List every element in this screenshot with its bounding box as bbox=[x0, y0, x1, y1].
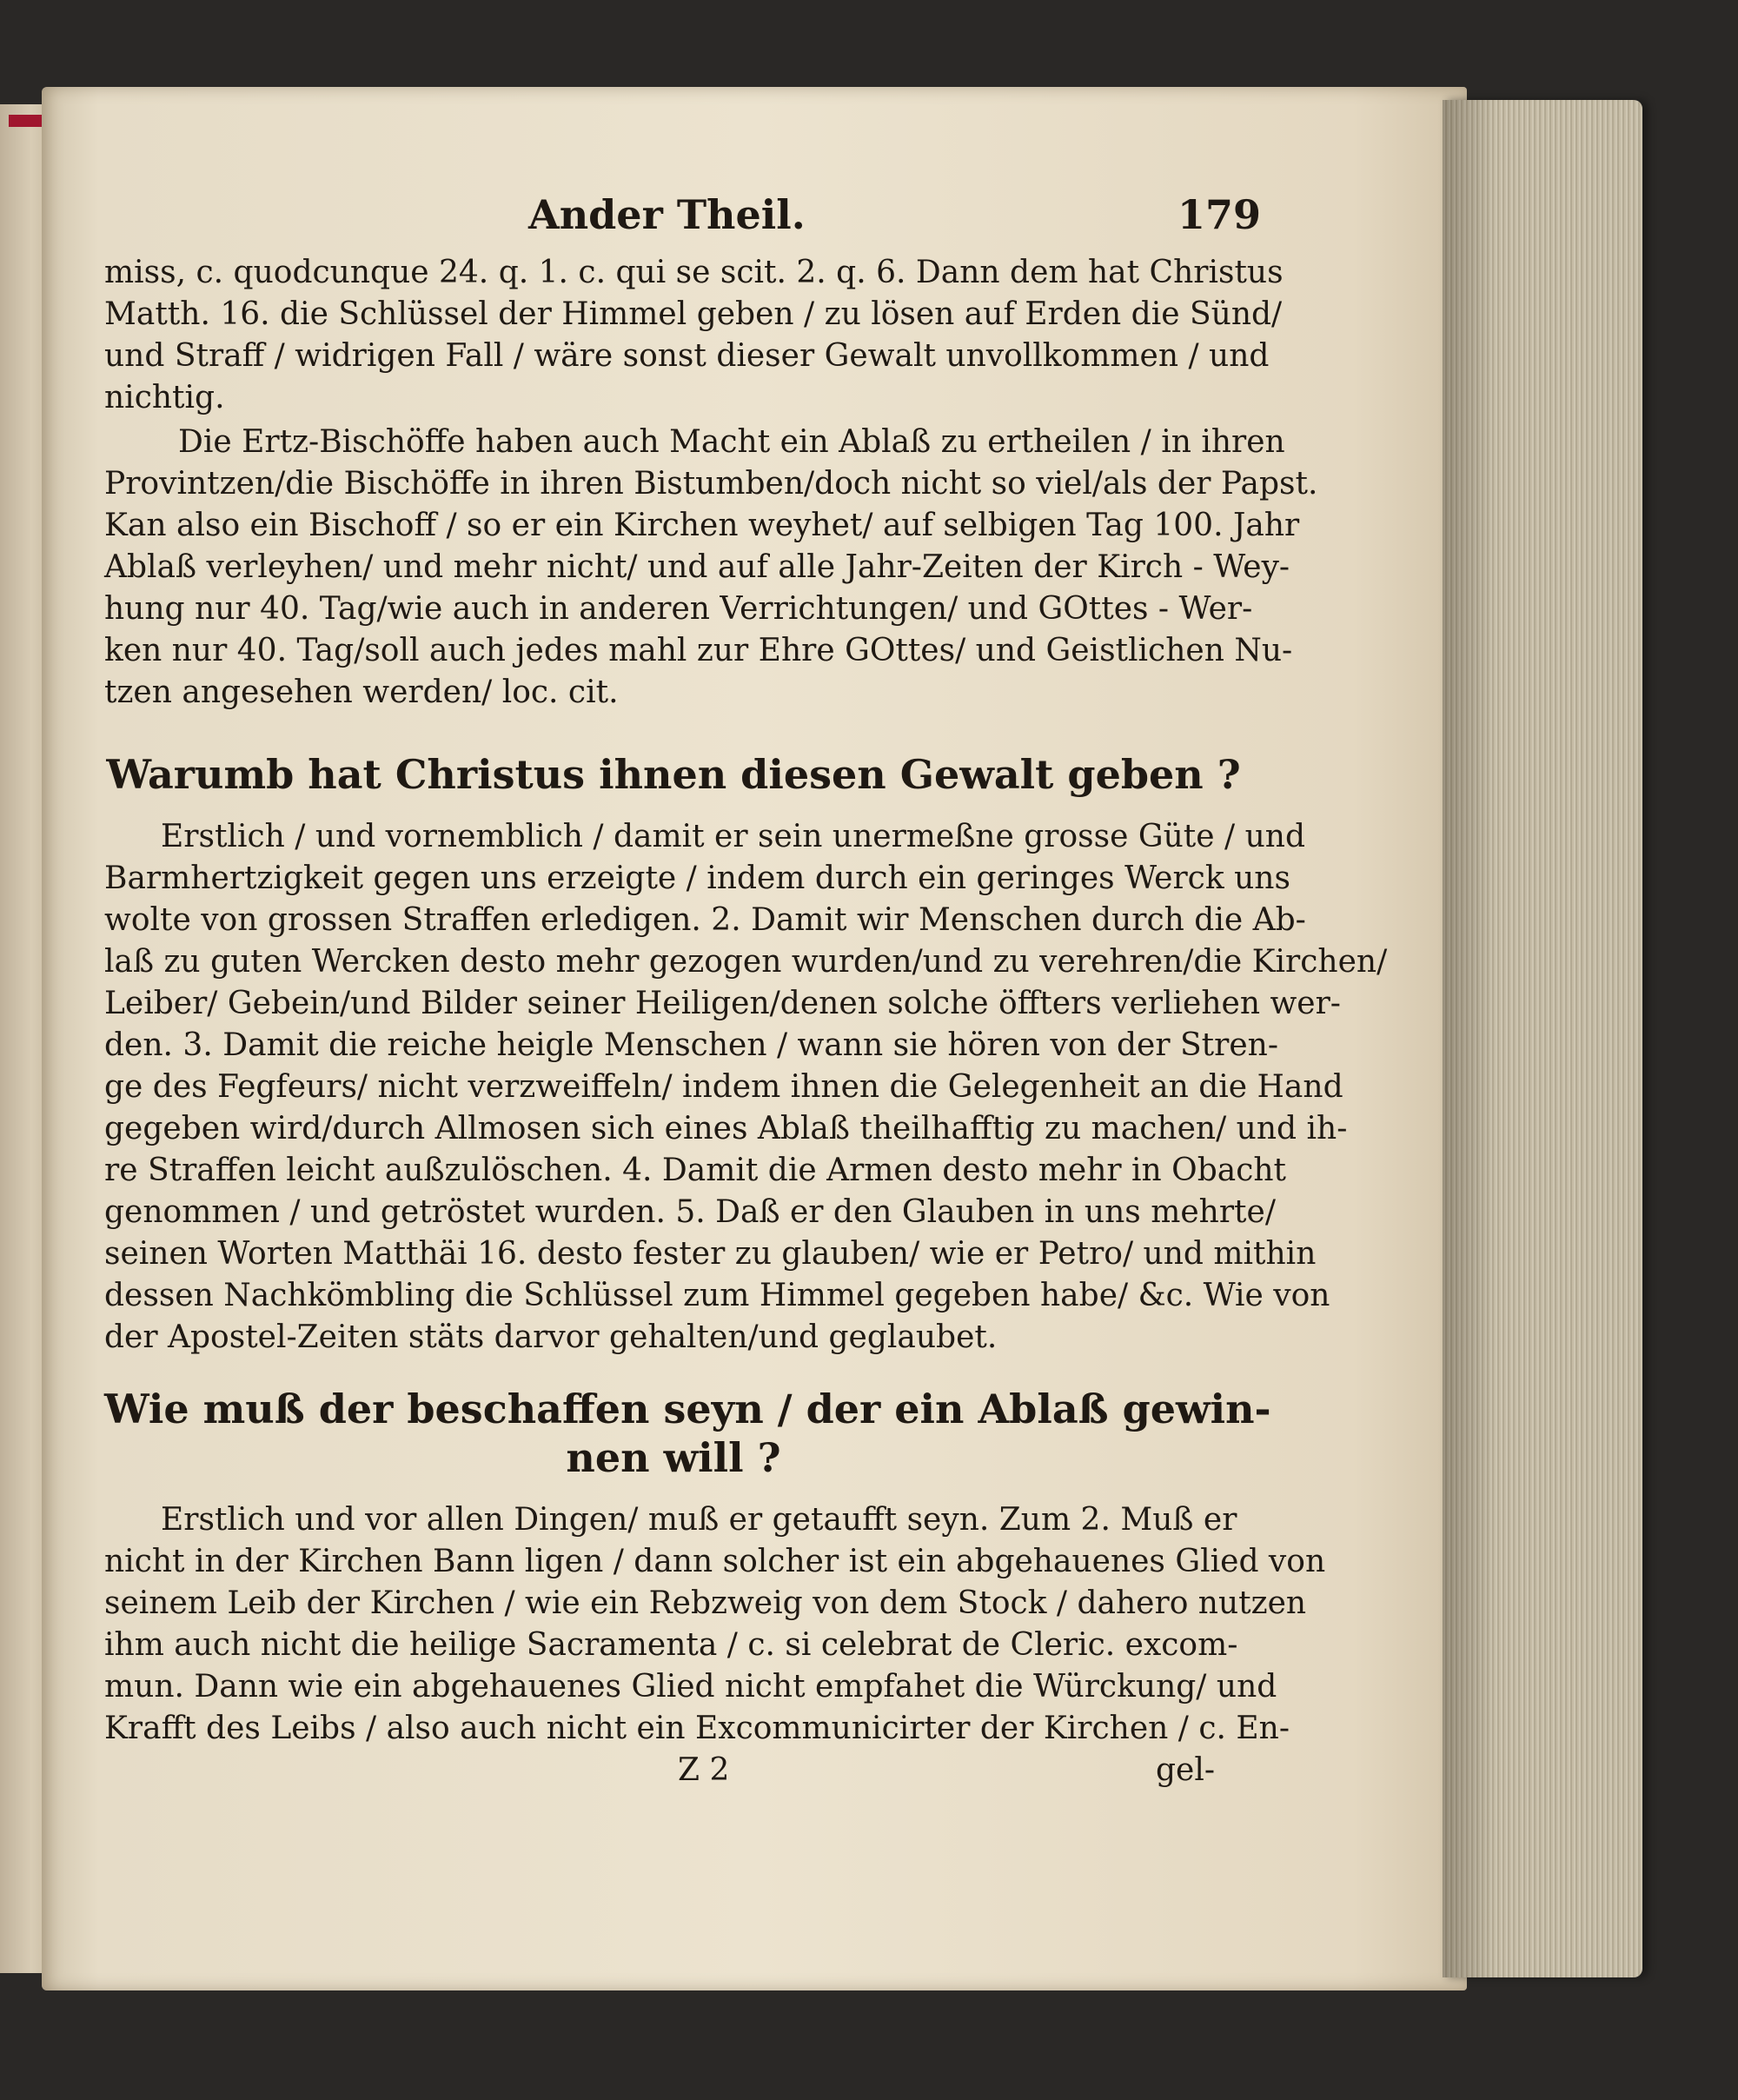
text-line: nicht in der Kirchen Bann ligen / dann solcher ist ein abgehauenes Glied von bbox=[104, 1544, 1326, 1579]
text-line: hung nur 40. Tag/wie auch in anderen Verrichtungen/ und GOttes - Wer- bbox=[104, 591, 1253, 627]
text-line: gegeben wird/durch Allmosen sich eines Ablaß theilhafftig zu machen/ und ih- bbox=[104, 1111, 1348, 1146]
text-line: laß zu guten Wercken desto mehr gezogen wurden/und zu verehren/die Kirchen/ bbox=[104, 944, 1388, 980]
section-heading: Wie muß der beschaffen seyn / der ein Ablaß gewin- bbox=[104, 1386, 1271, 1432]
text-line: Ablaß verleyhen/ und mehr nicht/ und auf alle Jahr-Zeiten der Kirch - Wey- bbox=[104, 549, 1290, 585]
text-line: tzen angesehen werden/ loc. cit. bbox=[104, 675, 619, 710]
text-line: re Straffen leicht außzulöschen. 4. Damit die Armen desto mehr in Obacht bbox=[104, 1153, 1287, 1188]
text-line: dessen Nachkömbling die Schlüssel zum Himmel gegeben habe/ &c. Wie von bbox=[104, 1278, 1330, 1313]
text-line: nichtig. bbox=[104, 380, 225, 415]
text-line: Leiber/ Gebein/und Bilder seiner Heiligen/denen solche öffters verliehen wer- bbox=[104, 986, 1341, 1021]
page-number: 179 bbox=[1177, 191, 1262, 238]
section-heading: Warumb hat Christus ihnen diesen Gewalt geben ? bbox=[106, 751, 1241, 798]
text-line: Matth. 16. die Schlüssel der Himmel geben / zu lösen auf Erden die Sünd/ bbox=[104, 296, 1283, 332]
text-line: miss, c. quodcunque 24. q. 1. c. qui se scit. 2. q. 6. Dann dem hat Christus bbox=[104, 255, 1284, 290]
text-line: Erstlich und vor allen Dingen/ muß er getaufft seyn. Zum 2. Muß er bbox=[161, 1502, 1237, 1538]
text-line: ihm auch nicht die heilige Sacramenta / c. si celebrat de Cleric. excom- bbox=[104, 1627, 1238, 1663]
text-line: ken nur 40. Tag/soll auch jedes mahl zur Ehre GOttes/ und Geistlichen Nu- bbox=[104, 633, 1293, 668]
text-line: seinem Leib der Kirchen / wie ein Rebzweig von dem Stock / dahero nutzen bbox=[104, 1585, 1307, 1621]
text-line: genommen / und getröstet wurden. 5. Daß er den Glauben in uns mehrte/ bbox=[104, 1194, 1276, 1230]
text-line: mun. Dann wie ein abgehauenes Glied nicht empfahet die Würckung/ und bbox=[104, 1669, 1277, 1705]
section-heading: nen will ? bbox=[566, 1434, 781, 1481]
catchword: gel- bbox=[1156, 1752, 1216, 1788]
text-line: Kan also ein Bischoff / so er ein Kirchen weyhet/ auf selbigen Tag 100. Jahr bbox=[104, 508, 1300, 543]
text-line: wolte von grossen Straffen erledigen. 2. Damit wir Menschen durch die Ab- bbox=[104, 902, 1306, 938]
text-line: Barmhertzigkeit gegen uns erzeigte / indem durch ein geringes Werck uns bbox=[104, 861, 1290, 896]
text-line: Die Ertz-Bischöffe haben auch Macht ein Ablaß zu ertheilen / in ihren bbox=[178, 424, 1285, 460]
running-title: Ander Theil. bbox=[528, 191, 806, 238]
text-line: ge des Fegfeurs/ nicht verzweiffeln/ indem ihnen die Gelegenheit an die Hand bbox=[104, 1069, 1343, 1105]
text-line: Erstlich / und vornemblich / damit er sein unermeßne grosse Güte / und bbox=[161, 819, 1305, 854]
text-line: Provintzen/die Bischöffe in ihren Bistumben/doch nicht so viel/als der Papst. bbox=[104, 466, 1318, 502]
text-line: und Straff / widrigen Fall / wäre sonst dieser Gewalt unvollkommen / und bbox=[104, 338, 1270, 374]
text-line: seinen Worten Matthäi 16. desto fester zu glauben/ wie er Petro/ und mithin bbox=[104, 1236, 1317, 1272]
text-line: den. 3. Damit die reiche heigle Menschen / wann sie hören von der Stren- bbox=[104, 1027, 1278, 1063]
signature-mark: Z 2 bbox=[678, 1752, 730, 1788]
text-line: Krafft des Leibs / also auch nicht ein Excommunicirter der Kirchen / c. En- bbox=[104, 1711, 1290, 1746]
text-line: der Apostel-Zeiten stäts darvor gehalten/und geglaubet. bbox=[104, 1319, 998, 1355]
